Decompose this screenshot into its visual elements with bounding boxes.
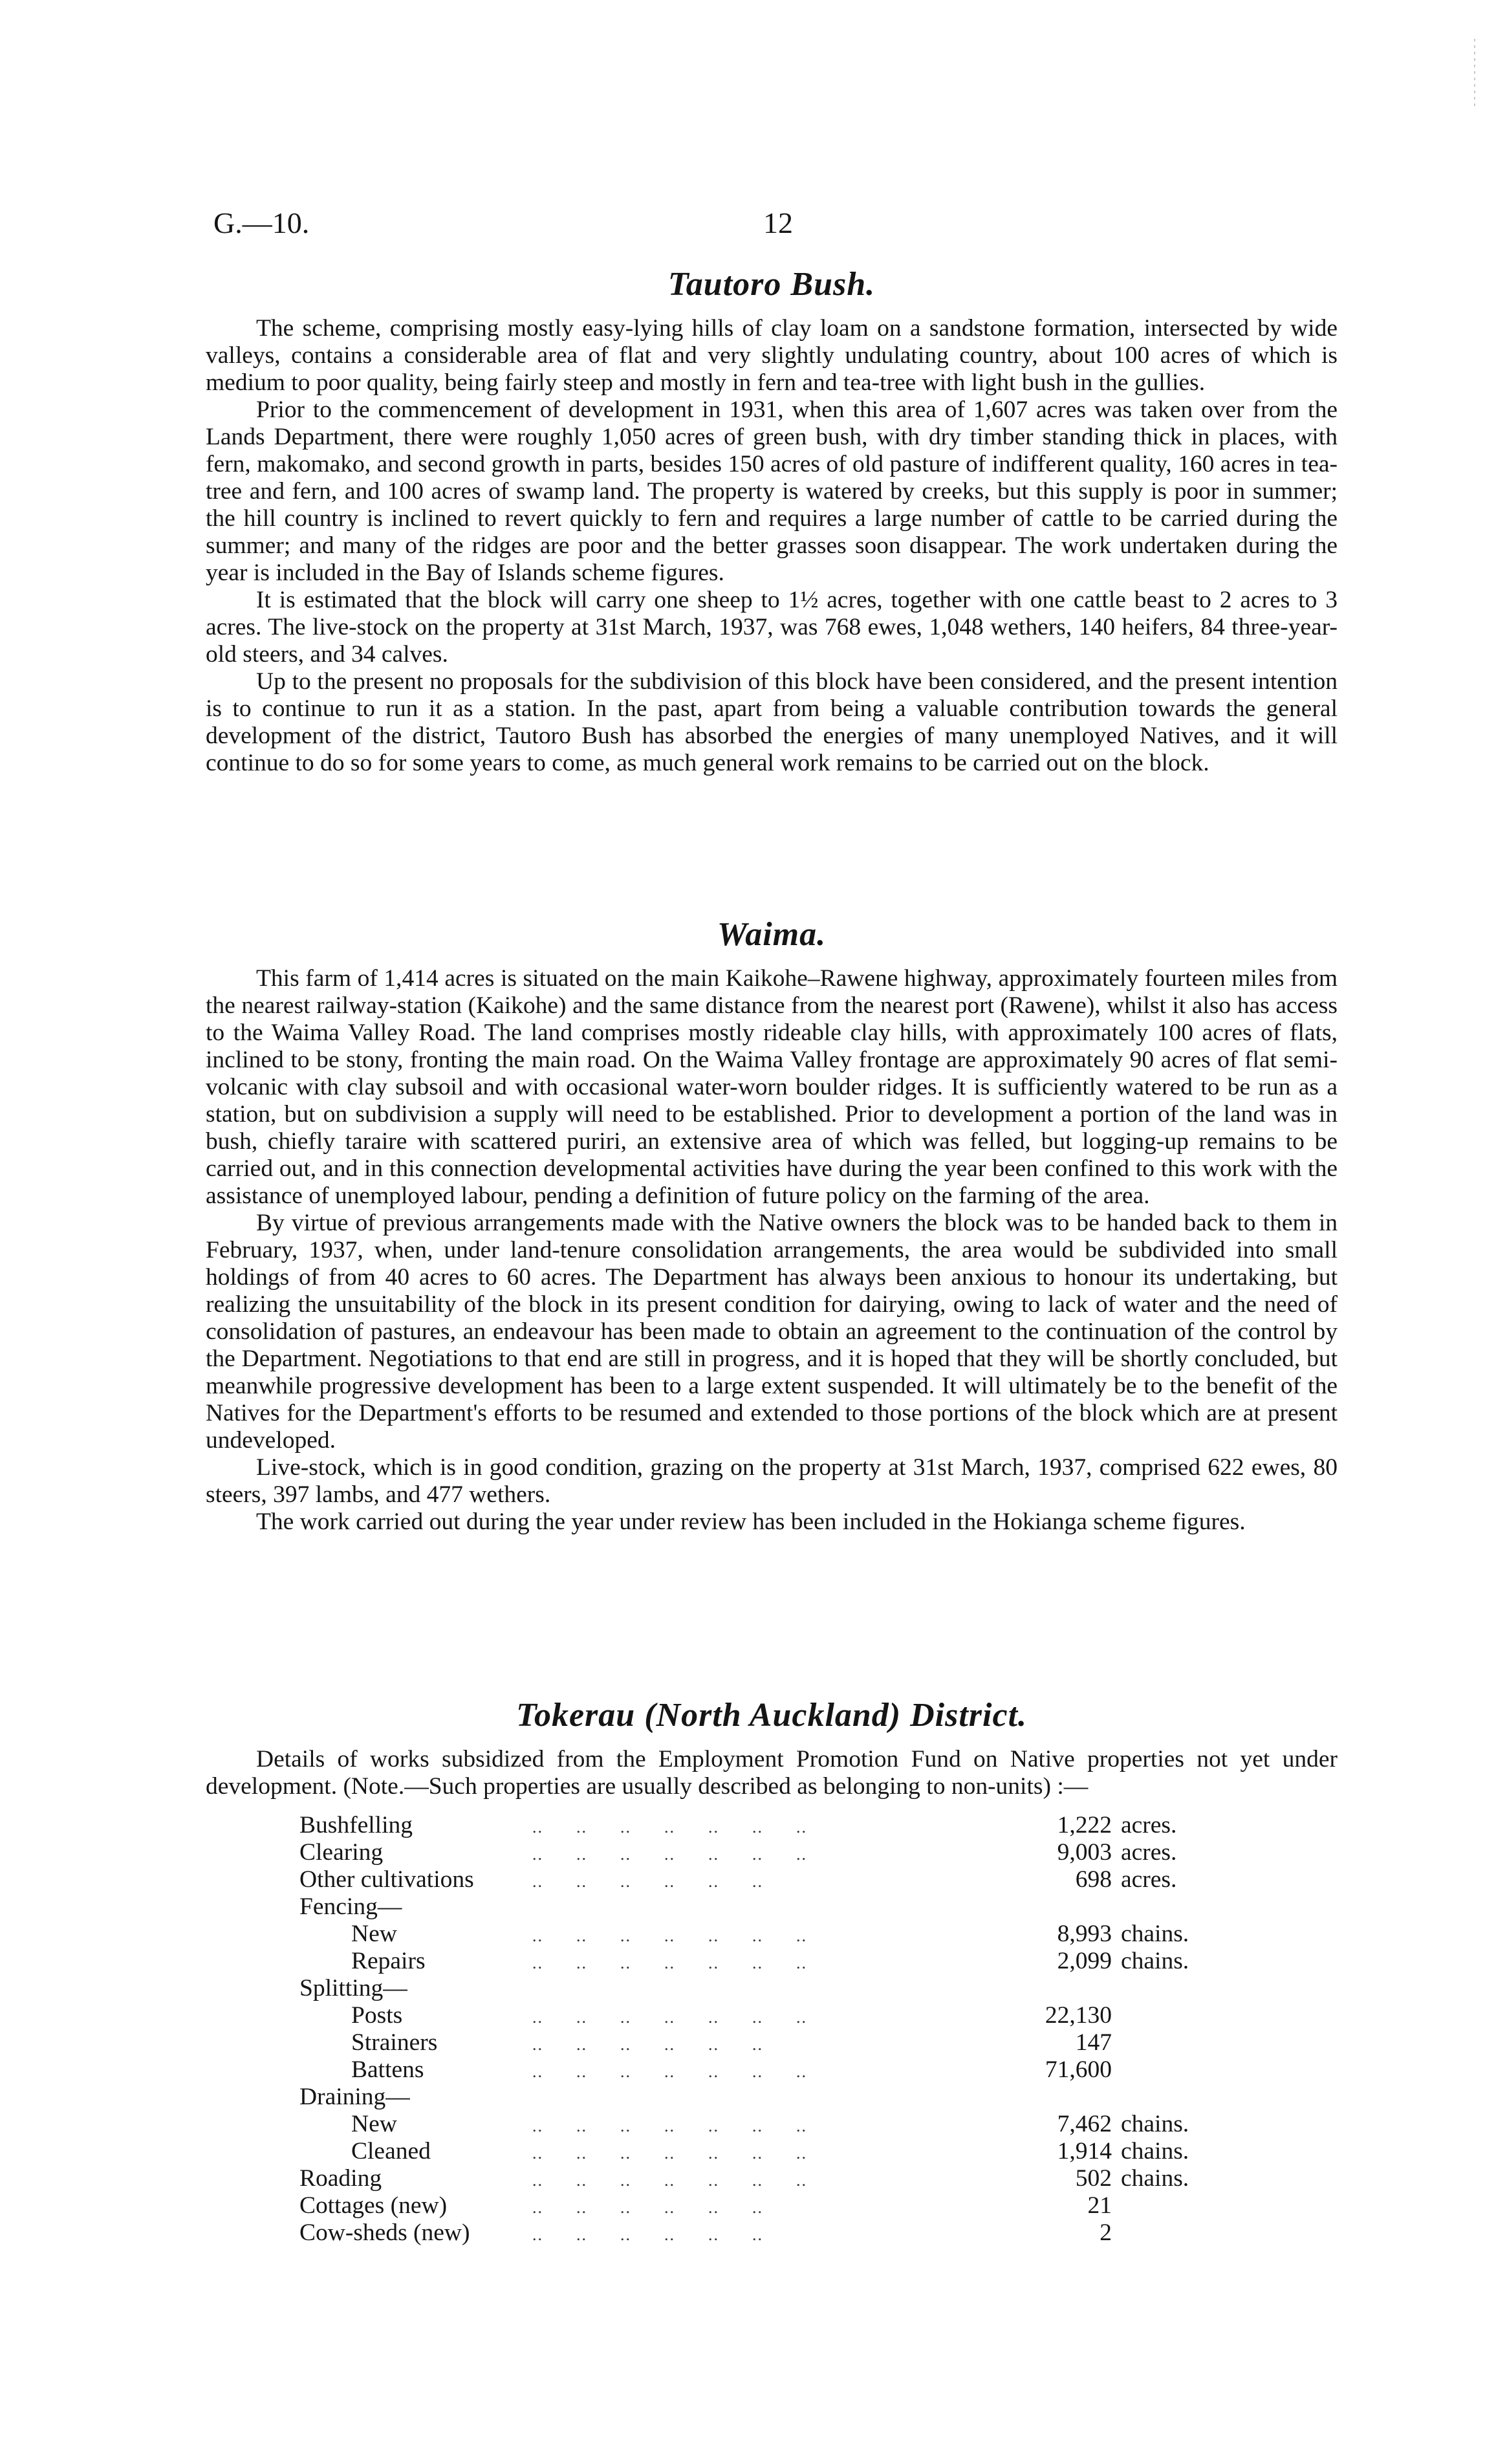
row-value: 21	[1087, 2192, 1112, 2219]
section-tokerau-district	[206, 1696, 1338, 2247]
table-row	[299, 2192, 1237, 2219]
section-tautoro-bush	[206, 265, 1338, 777]
row-label: New	[351, 2111, 397, 2137]
row-value: 1,222	[1057, 1812, 1112, 1838]
table-row	[299, 2111, 1237, 2138]
row-value: 8,993	[1057, 1921, 1112, 1947]
section-heading: Tokerau (North Auckland) District.	[515, 1697, 1028, 1734]
page-header	[213, 206, 1339, 245]
table-row	[299, 1866, 1237, 1893]
table-row	[299, 1921, 1237, 1948]
paragraph: The work carried out during the year under review has been included in the Hokianga scheme figures.	[256, 1509, 1246, 1535]
row-label: Fencing—	[299, 1893, 402, 1920]
row-unit: chains.	[1121, 2165, 1189, 2192]
table-row	[299, 2029, 1237, 2056]
row-unit: chains.	[1121, 2111, 1189, 2137]
row-label: Repairs	[351, 1948, 426, 1974]
row-label: Bushfelling	[299, 1812, 413, 1838]
table-row	[299, 2165, 1237, 2192]
paragraph: Live-stock, which is in good condition, grazing on the property at 31st March, 1937, comprised 622 ewes, 80 steers, 397 lambs, and 477 wethers.	[206, 1454, 1338, 1508]
section-heading: Tautoro Bush.	[667, 266, 876, 303]
table-row	[299, 2084, 1237, 2111]
leader-dots: .. .. .. .. .. ..	[532, 2035, 763, 2054]
leader-dots: .. .. .. .. .. .. ..	[532, 1954, 807, 1972]
row-value: 698	[1075, 1866, 1112, 1893]
row-unit: acres.	[1121, 1839, 1177, 1866]
row-label: New	[351, 1921, 397, 1947]
paragraph: This farm of 1,414 acres is situated on the main Kaikohe–Rawene highway, approximately fourteen miles from the nearest railway-station (Kaikohe) and the same distance from the nearest port (Rawene), whilst it also has access to the Waima Valley Road. The land comprises mostly rideable clay hills, with approximately 100 acres of flats, inclined to be stony, fronting the main road. On the Waima Valley frontage are approximately 90 acres of flat semi-volcanic with clay subsoil and with occasional water-worn boulder ridges. It is sufficiently watered to be run as a station, but on subdivision a supply will need to be established. Prior to development a portion of the land was in bush, chiefly taraire with scattered puriri, an extensive area of which was felled, but logging-up remains to be carried out, and in this connection developmental activities have during the year been confined to this work with the assistance of unemployed labour, pending a definition of future policy on the farming of the area.	[206, 965, 1338, 1209]
row-value: 2	[1100, 2219, 1112, 2246]
row-value: 502	[1075, 2165, 1112, 2192]
leader-dots: .. .. .. .. .. .. ..	[532, 1818, 807, 1837]
leader-dots: .. .. .. .. .. ..	[532, 2225, 763, 2244]
leader-dots: .. .. .. .. .. .. ..	[532, 2062, 807, 2081]
paragraph: It is estimated that the block will carry one sheep to 1½ acres, together with one cattle beast to 2 acres to 3 acres. The live-stock on the property at 31st March, 1937, was 768 ewes, 1,048 wethers, 140 heifers, 84 three-year-old steers, and 34 calves.	[206, 587, 1338, 668]
table-row	[299, 1839, 1237, 1866]
leader-dots: .. .. .. .. .. ..	[532, 1872, 763, 1891]
row-label: Draining—	[299, 2084, 410, 2110]
row-unit: acres.	[1121, 1866, 1177, 1893]
page-number: 12	[763, 206, 793, 239]
row-value: 7,462	[1057, 2111, 1112, 2137]
margin-mark-decoration	[1471, 39, 1479, 110]
row-value: 1,914	[1057, 2138, 1112, 2164]
works-table	[299, 1812, 1237, 2247]
leader-dots: .. .. .. .. .. .. ..	[532, 2171, 807, 2190]
table-row	[299, 2002, 1237, 2029]
row-value: 71,600	[1045, 2056, 1112, 2083]
row-label: Posts	[351, 2002, 403, 2029]
leader-dots: .. .. .. .. .. .. ..	[532, 2008, 807, 2027]
row-label: Battens	[351, 2056, 424, 2083]
row-label: Clearing	[299, 1839, 384, 1866]
section-heading: Waima.	[717, 916, 827, 953]
section-waima	[206, 915, 1338, 1536]
leader-dots: .. .. .. .. .. .. ..	[532, 1926, 807, 1945]
table-row	[299, 1893, 1237, 1921]
table-row	[299, 1812, 1237, 1839]
row-label: Roading	[299, 2165, 382, 2192]
row-value: 147	[1075, 2029, 1112, 2056]
table-row	[299, 1975, 1237, 2002]
leader-dots: .. .. .. .. .. .. ..	[532, 1845, 807, 1864]
row-unit: chains.	[1121, 1921, 1189, 1947]
row-label: Splitting—	[299, 1975, 407, 2001]
leader-dots: .. .. .. .. .. .. ..	[532, 2144, 807, 2163]
paragraph: Prior to the commencement of development in 1931, when this area of 1,607 acres was taken over from the Lands Department, there were roughly 1,050 acres of green bush, with dry timber standing thick in places, with fern, makomako, and second growth in parts, besides 150 acres of old pasture of indifferent quality, 160 acres in tea-tree and fern, and 100 acres of swamp land. The property is watered by creeks, but this supply is poor in summer; the hill country is inclined to revert quickly to fern and requires a large number of cattle to be carried during the summer; and many of the ridges are poor and the better grasses soon disappear. The work undertaken during the year is included in the Bay of Islands scheme figures.	[206, 397, 1338, 586]
table-row	[299, 2219, 1237, 2247]
report-code: G.—10.	[213, 206, 310, 239]
row-value: 22,130	[1045, 2002, 1112, 2029]
row-unit: chains.	[1121, 1948, 1189, 1974]
row-value: 2,099	[1057, 1948, 1112, 1974]
paragraph: Up to the present no proposals for the subdivision of this block have been considered, and the present intention is to continue to run it as a station. In the past, apart from being a valuable contribution towards the general development of the district, Tautoro Bush has absorbed the energies of many unemployed Natives, and it will continue to do so for some years to come, as much general work remains to be carried out on the block.	[206, 668, 1338, 776]
paragraph: Details of works subsidized from the Employment Promotion Fund on Native properties not yet under development. (Note.—Such properties are usually described as belonging to non-units) :—	[206, 1746, 1338, 1800]
row-label: Strainers	[351, 2029, 438, 2056]
paragraph: By virtue of previous arrangements made with the Native owners the block was to be handed back to them in February, 1937, when, under land-tenure consolidation arrangements, the area would be subdivided into small holdings of from 40 acres to 60 acres. The Department has always been anxious to honour its undertaking, but realizing the unsuitability of the block in its present condition for dairying, owing to lack of water and the need of consolidation of pastures, an endeavour has been made to obtain an agreement to the continuation of the control by the Department. Negotiations to that end are still in progress, and it is hoped that they will be shortly concluded, but meanwhile progressive development has been to a large extent suspended. It will ultimately be to the benefit of the Natives for the Department's efforts to be resumed and extended to those portions of the block which are at present undeveloped.	[206, 1210, 1338, 1454]
row-label: Other cultivations	[299, 1866, 474, 1893]
row-label: Cleaned	[351, 2138, 431, 2164]
row-unit: acres.	[1121, 1812, 1177, 1838]
leader-dots: .. .. .. .. .. ..	[532, 2198, 763, 2217]
table-row	[299, 2138, 1237, 2165]
row-value: 9,003	[1057, 1839, 1112, 1866]
row-unit: chains.	[1121, 2138, 1189, 2164]
table-row	[299, 1948, 1237, 1975]
paragraph: The scheme, comprising mostly easy-lying hills of clay loam on a sandstone formation, intersected by wide valleys, contains a considerable area of flat and very slightly undulating country, about 100 acres of which is medium to poor quality, being fairly steep and mostly in fern and tea-tree with light bush in the gullies.	[206, 315, 1338, 396]
row-label: Cow-sheds (new)	[299, 2219, 470, 2246]
leader-dots: .. .. .. .. .. .. ..	[532, 2117, 807, 2135]
row-label: Cottages (new)	[299, 2192, 448, 2219]
table-row	[299, 2056, 1237, 2084]
